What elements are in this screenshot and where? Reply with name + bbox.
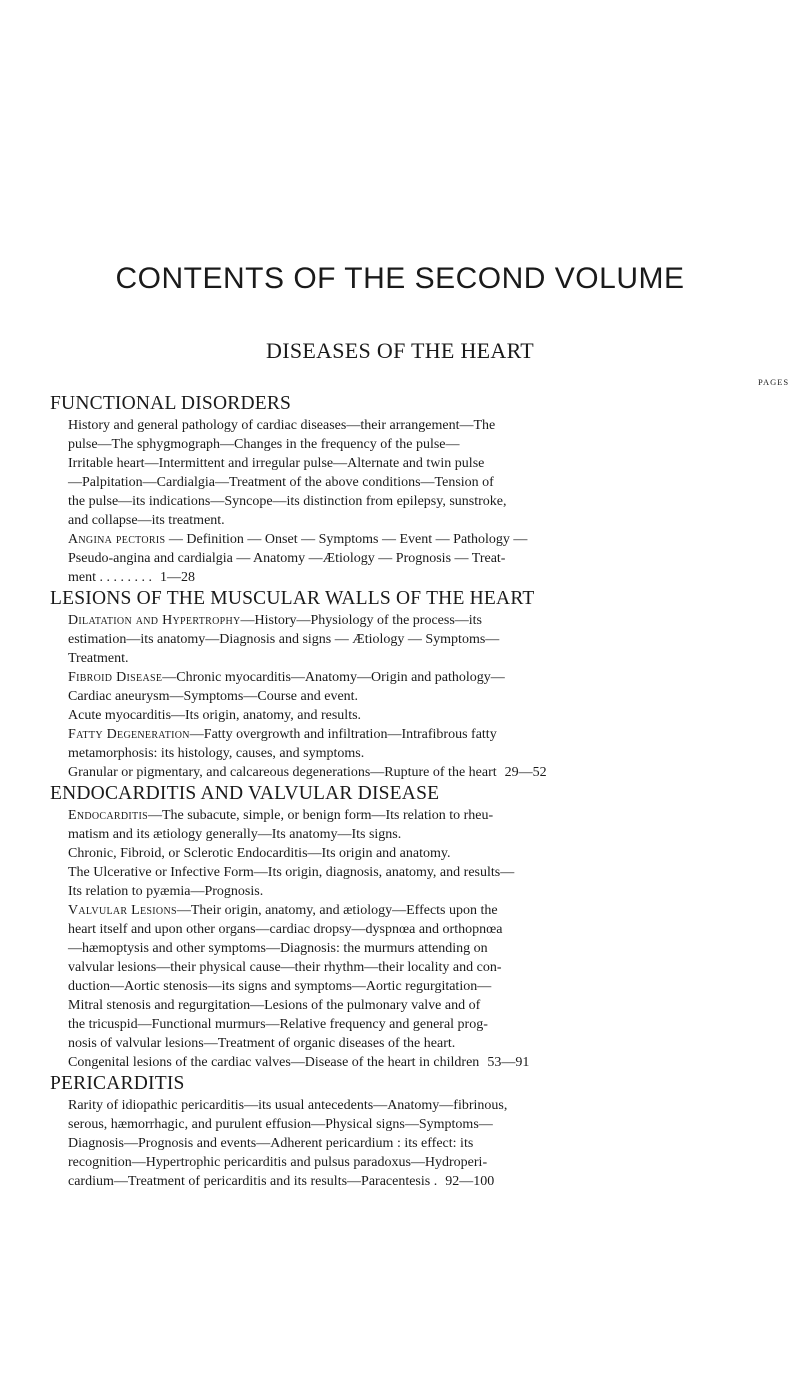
section-heading: PERICARDITIS xyxy=(50,1073,185,1094)
section-heading: FUNCTIONAL DISORDERS xyxy=(50,393,292,414)
summary-line: metamorphosis: its histology, causes, and symptoms. xyxy=(68,746,365,761)
summary-line: Cardiac aneurysm—Symptoms—Course and event. xyxy=(68,689,359,704)
summary-line: nosis of valvular lesions—Treatment of organic diseases of the heart. xyxy=(68,1036,456,1051)
summary-line: pulse—The sphygmograph—Changes in the frequency of the pulse— xyxy=(68,437,460,452)
summary-line: Acute myocarditis—Its origin, anatomy, and results. xyxy=(68,708,362,723)
page-range: 92—100 xyxy=(445,1174,495,1189)
summary-line: Irritable heart—Intermittent and irregular pulse—Alternate and twin pulse xyxy=(68,456,485,471)
topic-label: Dilatation and Hypertrophy xyxy=(68,613,241,628)
contents-section xyxy=(50,392,795,587)
summary-line: The Ulcerative or Infective Form—Its origin, diagnosis, anatomy, and results— xyxy=(68,865,515,880)
pages-column-header: PAGES xyxy=(758,377,790,387)
summary-line: Granular or pigmentary, and calcareous degenerations—Rupture of the heart xyxy=(68,765,497,780)
summary-line: and collapse—its treatment. xyxy=(68,513,225,528)
summary-line: Pseudo-angina and cardialgia — Anatomy —Ætiology — Prognosis — Treat- xyxy=(68,551,506,566)
summary-line: Fibroid Disease—Chronic myocarditis—Anatomy—Origin and pathology— xyxy=(68,670,505,685)
summary-line: Treatment. xyxy=(68,651,129,666)
summary-line: Valvular Lesions—Their origin, anatomy, and ætiology—Effects upon the xyxy=(68,903,498,918)
summary-line: Diagnosis—Prognosis and events—Adherent pericardium : its effect: its xyxy=(68,1136,474,1151)
summary-last-line xyxy=(68,568,795,587)
section-summary xyxy=(50,806,795,1072)
summary-last-line xyxy=(68,1053,795,1072)
contents-list xyxy=(50,392,795,1191)
summary-line: Chronic, Fibroid, or Sclerotic Endocarditis—Its origin and anatomy. xyxy=(68,846,451,861)
part-title: DISEASES OF THE HEART xyxy=(266,338,534,363)
section-heading: LESIONS OF THE MUSCULAR WALLS OF THE HEART xyxy=(50,588,535,609)
page-range: 29—52 xyxy=(504,765,547,780)
summary-line: Endocarditis—The subacute, simple, or benign form—Its relation to rheu- xyxy=(68,808,494,823)
topic-label: Valvular Lesions xyxy=(68,903,177,918)
summary-line: Angina pectoris — Definition — Onset — Symptoms — Event — Pathology — xyxy=(68,532,528,547)
summary-line: Its relation to pyæmia—Prognosis. xyxy=(68,884,264,899)
summary-line: heart itself and upon other organs—cardiac dropsy—dyspnœa and orthopnœa xyxy=(68,922,503,937)
summary-line: ment . . . . . . . . xyxy=(68,570,152,585)
summary-line: the tricuspid—Functional murmurs—Relative frequency and general prog- xyxy=(68,1017,488,1032)
summary-line: Mitral stenosis and regurgitation—Lesions of the pulmonary valve and of xyxy=(68,998,481,1013)
summary-line: Fatty Degeneration—Fatty overgrowth and infiltration—Intrafibrous fatty xyxy=(68,727,497,742)
summary-line: the pulse—its indications—Syncope—its distinction from epilepsy, sunstroke, xyxy=(68,494,507,509)
summary-line: Congenital lesions of the cardiac valves—Disease of the heart in children xyxy=(68,1055,480,1070)
summary-line: Rarity of idiopathic pericarditis—its usual antecedents—Anatomy—fibrinous, xyxy=(68,1098,508,1113)
summary-line: duction—Aortic stenosis—its signs and symptoms—Aortic regurgitation— xyxy=(68,979,492,994)
section-summary xyxy=(50,416,795,587)
section-heading: ENDOCARDITIS AND VALVULAR DISEASE xyxy=(50,783,440,804)
summary-line: History and general pathology of cardiac diseases—their arrangement—The xyxy=(68,418,496,433)
section-summary xyxy=(50,611,795,782)
topic-label: Endocarditis xyxy=(68,808,148,823)
page-title: CONTENTS OF THE SECOND VOLUME xyxy=(115,262,685,295)
summary-line: —hæmoptysis and other symptoms—Diagnosis: the murmurs attending on xyxy=(68,941,488,956)
summary-line: —Palpitation—Cardialgia—Treatment of the above conditions—Tension of xyxy=(68,475,494,490)
contents-section xyxy=(50,1072,795,1191)
summary-line: serous, hæmorrhagic, and purulent effusion—Physical signs—Symptoms— xyxy=(68,1117,493,1132)
topic-label: Fibroid Disease xyxy=(68,670,163,685)
section-summary xyxy=(50,1096,795,1191)
page-range: 1—28 xyxy=(160,570,195,585)
summary-last-line xyxy=(68,1172,795,1191)
summary-line: Dilatation and Hypertrophy—History—Physiology of the process—its xyxy=(68,613,483,628)
contents-section xyxy=(50,587,795,782)
summary-line: estimation—its anatomy—Diagnosis and signs — Ætiology — Symptoms— xyxy=(68,632,500,647)
summary-line: valvular lesions—their physical cause—their rhythm—their locality and con- xyxy=(68,960,502,975)
summary-line: recognition—Hypertrophic pericarditis and pulsus paradoxus—Hydroperi- xyxy=(68,1155,488,1170)
contents-section xyxy=(50,782,795,1072)
page-range: 53—91 xyxy=(487,1055,530,1070)
summary-line: cardium—Treatment of pericarditis and its results—Paracentesis . xyxy=(68,1174,438,1189)
summary-line: matism and its ætiology generally—Its anatomy—Its signs. xyxy=(68,827,402,842)
topic-label: Angina pectoris xyxy=(68,532,166,547)
summary-last-line xyxy=(68,763,795,782)
topic-label: Fatty Degeneration xyxy=(68,727,190,742)
